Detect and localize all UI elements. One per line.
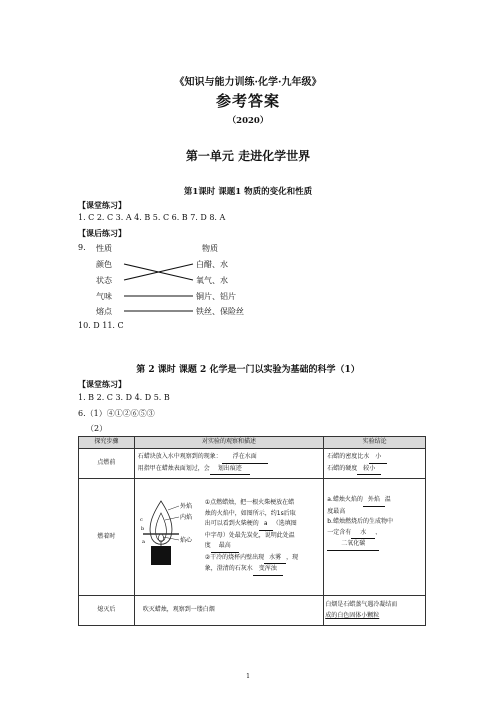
unit-title: 第一单元 走进化学世界	[185, 149, 311, 163]
header-observation: 对实验的观察和描述	[134, 437, 323, 449]
label-a: a	[142, 539, 145, 545]
answer-fill: 小	[369, 452, 387, 464]
header-step: 探究步骤	[79, 437, 135, 449]
candle-flame-diagram	[137, 493, 203, 567]
step-cell: 点燃前	[79, 449, 135, 479]
conclusion-text: 石蜡的密度比水	[327, 453, 370, 460]
lesson2-class-practice-heading: 【课堂练习】	[78, 379, 126, 389]
conclusion-cell	[324, 596, 426, 626]
q6-part1: 6.（1）④①②⑥⑤③	[78, 409, 155, 418]
substance-item: 氧气、水	[196, 276, 228, 285]
conclusion-text: 白烟是石蜡蒸气遇冷凝结而	[325, 601, 398, 608]
property-item: 熔点	[96, 307, 112, 316]
conclusion-text: b.蜡烛燃烧后的生成物中	[327, 518, 393, 525]
answer-fill: 变浑浊	[253, 564, 283, 576]
conclusion-cell	[324, 449, 426, 479]
answer-fill: 最高	[211, 541, 239, 553]
answer-fill: 浮在水面	[222, 452, 268, 464]
page-number: 1	[246, 673, 250, 680]
header-conclusion: 实验结论	[324, 437, 426, 449]
conclusion-text: a.蜡烛火焰的	[327, 496, 363, 503]
observation-text: 中字母）处最先炭化，说明此处温	[204, 531, 295, 539]
year-label: （2020）	[227, 116, 269, 126]
step-cell: 熄灭后	[79, 596, 135, 626]
observation-text: （选填图	[272, 520, 297, 528]
substance-item: 铜片、铝片	[196, 292, 236, 301]
lesson2-class-answers: 1. B 2. C 3. D 4. D 5. B	[78, 393, 170, 402]
q9-label: 9.	[78, 243, 86, 252]
answer-fill: 二氧化碳	[327, 539, 379, 551]
property-item: 颜色	[96, 260, 112, 269]
lesson1-title: 第1课时 课题1 物质的变化和性质	[183, 187, 313, 197]
conclusion-text: 一定含有	[327, 528, 352, 536]
observation-cell	[134, 449, 323, 479]
label-b: b	[141, 526, 145, 532]
table-row	[79, 596, 426, 626]
lesson1-class-practice-heading: 【课堂练习】	[78, 200, 126, 210]
lesson1-after-practice-heading: 【课后练习】	[78, 228, 126, 238]
answer-fill: 水	[351, 528, 375, 540]
substance-header: 物质	[202, 244, 218, 253]
answer-fill: 水雾	[264, 553, 286, 565]
label-c: c	[140, 517, 143, 523]
conclusion-text: 成的白色固体小颗粒	[325, 611, 380, 619]
answer-fill: a	[259, 519, 273, 531]
table-header-row	[79, 437, 426, 449]
step-cell: 燃着时	[79, 479, 135, 596]
q6-part2-label: （2）	[86, 424, 108, 433]
answer-fill: 较小	[357, 464, 381, 476]
label-flame-core: 焰心	[180, 537, 193, 544]
conclusion-cell	[324, 479, 426, 596]
label-outer-flame: 外焰	[180, 503, 193, 510]
observation-cell: 吹灭蜡烛，观察到一缕白烟	[134, 596, 323, 626]
observation-text: 出可以看到火柴梗的	[204, 520, 259, 528]
observation-text: 象，澄清的石灰水	[204, 565, 253, 573]
observation-text: 用指甲在蜡烛表面划过，会	[137, 464, 210, 472]
lesson2-title: 第 2 课时 课题 2 化学是一门以实验为基础的科学（1）	[136, 365, 360, 375]
conclusion-text: 度最高	[327, 507, 346, 515]
observation-text: ，现	[286, 553, 299, 561]
property-header: 性质	[96, 244, 112, 253]
answer-title: 参考答案	[215, 92, 280, 110]
observation-text: 烛的火焰中，如图所示，约1s后取	[204, 509, 296, 517]
observation-text: ①点燃蜡烛，把一根火柴梗放在蜡	[204, 499, 295, 507]
observation-text: ②干冷的烧杯内壁出现	[204, 553, 265, 561]
substance-item: 铁丝、保险丝	[196, 307, 244, 316]
answer-fill: 划出痕迹	[210, 464, 250, 476]
observation-text: 石蜡块放入水中观察到的现象：	[137, 453, 222, 460]
observation-text: 度	[204, 542, 211, 550]
answer-fill: 外焰	[363, 495, 385, 507]
table-row	[79, 479, 426, 596]
conclusion-text: 石蜡的硬度	[327, 464, 358, 472]
conclusion-text: 、	[375, 528, 382, 536]
substance-item: 白醋、水	[196, 260, 228, 269]
experiment-table	[78, 436, 426, 626]
property-item: 状态	[96, 276, 112, 285]
table-row	[79, 449, 426, 479]
book-title: 《知识与能力训练·化学·九年级》	[174, 77, 322, 88]
conclusion-text: 温	[384, 496, 391, 503]
label-inner-flame: 内焰	[180, 514, 193, 521]
lesson1-class-answers: 1. C 2. C 3. A 4. B 5. C 6. B 7. D 8. A	[78, 213, 226, 222]
property-item: 气味	[96, 292, 112, 301]
q10-11-answers: 10. D 11. C	[78, 321, 124, 330]
